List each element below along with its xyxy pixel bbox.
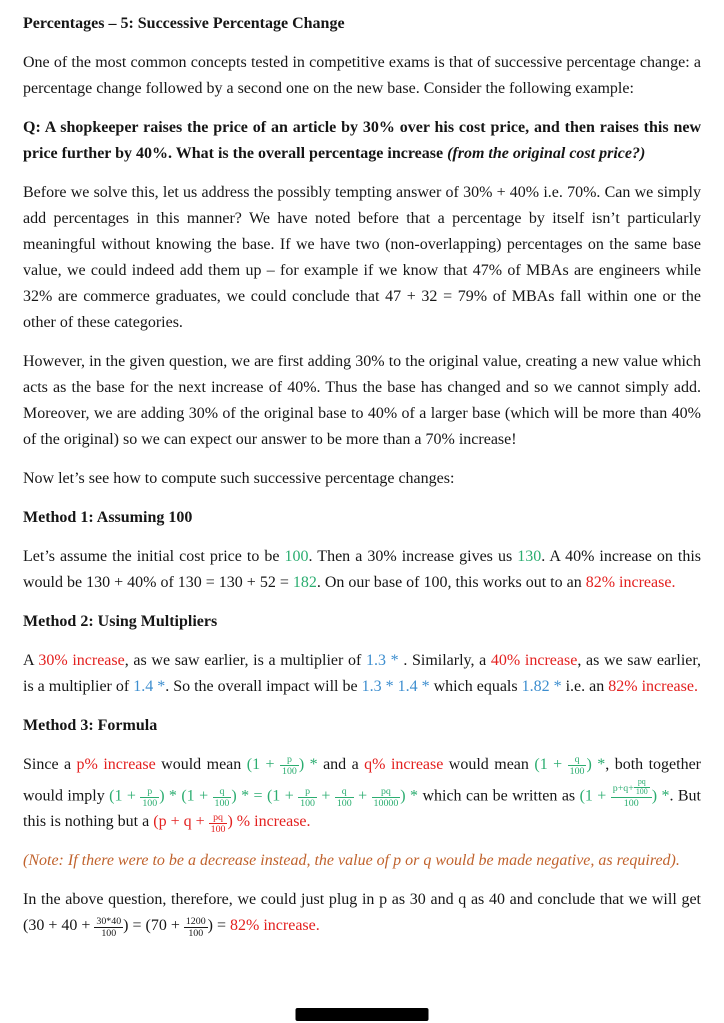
text-run: 40% increase xyxy=(490,652,578,669)
text-run: . A 40% increase on this would be 130 + 40% of 130 = 130 + 52 = xyxy=(23,548,702,591)
text-run: 1.4 * xyxy=(133,678,166,695)
text-run: 100 xyxy=(284,548,309,565)
text-run: 1.82 * xyxy=(521,678,562,695)
text-run: (p + q + xyxy=(153,813,209,831)
text-run: p+q+ xyxy=(612,783,634,795)
text-run: ) * xyxy=(298,756,318,773)
text-run: Let’s assume the initial cost price to be xyxy=(23,548,285,565)
text-run: Q: A shopkeeper raises the price of an article by 30% over his cost price, and then raises this new price further by 40%. What is the overall percentage increase xyxy=(23,119,701,162)
text-run: ) = (70 + xyxy=(123,917,184,935)
text-run: (1 + xyxy=(246,756,280,773)
fraction: $\frac{q}{100}$ xyxy=(336,785,352,809)
intro-paragraph: One of the most common concepts tested in competitive exams is that of successive percentage change: a percentage change followed by a second one on the new base. Consider the following example: xyxy=(23,54,701,97)
text-run: would mean xyxy=(443,756,535,773)
text-run: . So the overall impact will be xyxy=(165,678,362,695)
text-run: , as we saw earlier, is a multiplier of xyxy=(23,652,702,695)
text-run: which can be written as xyxy=(418,787,580,805)
text-run: (1 + xyxy=(534,756,568,773)
fraction: $\frac{p}{100}$ xyxy=(281,754,297,778)
text-run: . Then a 30% increase gives us xyxy=(308,548,518,565)
before-we-solve-paragraph: Before we solve this, let us address the possibly tempting answer of 30% + 40% i.e. 70%. Can we simply add percentages in this manner? We have noted before that a percentage by itself isn’t particularly meaningful without knowing the base. If we have two (non-overlapping) percentages on the same base value, we could indeed add them up – for example if we know that 47% of MBAs are engineers while 32% are commerce graduates, we could conclude that 47 + 32 = 79% of MBAs fall within one or the other of these categories. xyxy=(23,184,701,331)
doc-title: Percentages – 5: Successive Percentage Change xyxy=(23,15,345,32)
note-line: (Note: If there were to be a decrease instead, the value of p or q would be made negative, as required). xyxy=(23,852,680,870)
text-run: 82% increase. xyxy=(585,574,676,591)
text-run: (1 + xyxy=(109,787,141,805)
text-run: 82% increase. xyxy=(230,917,320,935)
text-run: which equals xyxy=(429,678,522,695)
text-run: + xyxy=(316,787,335,805)
text-run: . On our base of 100, this works out to an xyxy=(316,574,586,591)
method2-heading: Method 2: Using Multipliers xyxy=(23,613,218,630)
fraction: $\frac{p}{100}$ xyxy=(300,785,315,809)
fraction: $\frac{pq}{100}$ xyxy=(210,811,226,835)
text-run: A xyxy=(23,652,39,669)
bottom-bar xyxy=(296,1008,429,1021)
text-run: would mean xyxy=(155,756,247,773)
text-run: i.e. an xyxy=(561,678,609,695)
method2-paragraph xyxy=(23,648,701,700)
text-run: , both together would imply xyxy=(23,756,702,805)
text-run: p% increase xyxy=(76,756,156,773)
text-run: ) % increase. xyxy=(227,813,311,831)
fraction: $\frac{p}{100}$ xyxy=(142,785,158,809)
transition-line: Now let’s see how to compute such successive percentage changes: xyxy=(23,470,455,487)
text-run: 82% increase. xyxy=(608,678,698,695)
fraction: $\frac{pq}{10000}$ xyxy=(373,785,399,809)
fraction: $\frac{30*40}{100}$ xyxy=(96,915,122,939)
conclusion-paragraph xyxy=(23,887,701,939)
text-run: 30% increase xyxy=(38,652,125,669)
text-run: 1.3 * 1.4 * xyxy=(361,678,430,695)
text-run: . Similarly, a xyxy=(398,652,491,669)
text-run: 130 xyxy=(517,548,542,565)
text-run: ) * xyxy=(651,787,670,805)
text-run: ) * xyxy=(586,756,606,773)
text-run: Since a xyxy=(23,756,77,773)
base-change-paragraph: However, in the given question, we are first adding 30% to the original value, creating a new value which acts as the base for the next increase of 40%. Thus the base has changed and so we cannot simply add. Moreover, we are adding 30% of the original base to 40% of a larger base (which will be more than 40% of the original) so we can expect our answer to be more than a 70% increase! xyxy=(23,353,701,448)
question-paragraph xyxy=(23,115,701,167)
fraction: $\frac{pq}{100}$ xyxy=(635,777,648,796)
text-run: + xyxy=(353,787,372,805)
method3-paragraph xyxy=(23,752,701,835)
text-run: ) = xyxy=(207,917,231,935)
text-run: (from the original cost price?) xyxy=(447,145,646,162)
text-run: In the above question, therefore, we could just plug in p as 30 and q as 40 and conclude that we will get (30 + 40 + xyxy=(23,891,701,935)
text-run: q% increase xyxy=(364,756,444,773)
text-run: 1.3 * xyxy=(365,652,399,669)
method1-heading: Method 1: Assuming 100 xyxy=(23,509,193,526)
fraction: $\frac{q}{100}$ xyxy=(214,785,230,809)
text-run: , as we saw earlier, is a multiplier of xyxy=(124,652,366,669)
fraction: $\frac{q}{100}$ xyxy=(569,754,585,778)
fraction: $\frac{1200}{100}$ xyxy=(185,915,206,939)
text-run: 182 xyxy=(292,574,317,591)
text-run: ) * xyxy=(400,787,419,805)
method3-heading: Method 3: Formula xyxy=(23,717,158,734)
method1-paragraph xyxy=(23,544,701,596)
text-run: ) * = (1 + xyxy=(231,787,299,805)
fraction: p+q+ $\frac{pq}{100}$ 100 xyxy=(611,778,652,809)
text-run: and a xyxy=(317,756,365,773)
text-run: ) * (1 + xyxy=(159,787,213,805)
text-run: . But this is nothing but a xyxy=(23,787,701,831)
text-run: (1 + xyxy=(579,787,611,805)
